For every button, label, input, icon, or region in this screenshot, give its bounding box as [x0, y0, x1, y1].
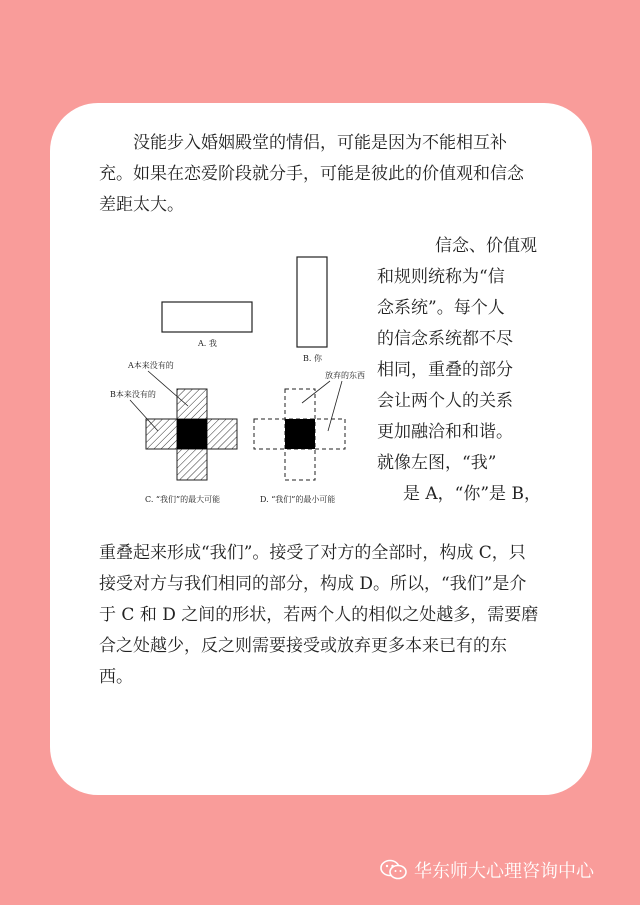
shape-d-overlap — [285, 419, 315, 449]
side-line: 就像左图，“我” — [377, 453, 497, 473]
bottom-paragraph — [99, 538, 559, 693]
annot-a: A本来没有的 — [128, 361, 174, 370]
annot-b: B本来没有的 — [110, 390, 156, 399]
bottom-line: 于 C 和 D 之间的形状，若两个人的相似之处越多，需要磨 — [99, 605, 539, 625]
bottom-line: 西。 — [99, 667, 133, 687]
wechat-icon — [380, 859, 408, 881]
shape-a-rect — [162, 302, 252, 332]
intro-line: 差距太大。 — [99, 195, 184, 215]
bottom-line: 接受对方与我们相同的部分，构成 D。所以，“我们”是介 — [99, 574, 527, 594]
annot-d-pointer-2 — [328, 381, 342, 431]
annot-d-pointer-1 — [302, 381, 330, 403]
side-line: 更加融洽和和谐。 — [377, 422, 513, 442]
side-line: 的信念系统都不尽 — [377, 329, 513, 349]
overlap-diagram — [110, 245, 380, 520]
intro-line: 充。如果在恋爱阶段就分手，可能是彼此的价值观和信念 — [99, 164, 524, 184]
intro-line: 没能步入婚姻殿堂的情侣，可能是因为不能相互补 — [133, 133, 507, 153]
label-d: D. “我们”的最小可能 — [260, 495, 336, 504]
shape-c-overlap — [177, 419, 207, 449]
watermark-text: 华东师大心理咨询中心 — [414, 861, 594, 882]
side-line: 相同，重叠的部分 — [377, 360, 513, 380]
shape-b-rect — [297, 257, 327, 347]
bottom-line: 合之处越少，反之则需要接受或放弃更多本来已有的东 — [99, 636, 507, 656]
side-line: 念系统”。每个人 — [377, 298, 505, 318]
annot-b-pointer — [130, 400, 158, 431]
watermark — [380, 857, 594, 883]
label-b: B. 你 — [303, 354, 322, 363]
intro-paragraph — [99, 128, 549, 221]
annot-d: 放弃的东西 — [325, 371, 365, 380]
side-line: 是 A，“你”是 B， — [403, 484, 541, 504]
side-paragraph — [377, 231, 557, 510]
side-line: 和规则统称为“信 — [377, 267, 505, 287]
label-c: C. “我们”的最大可能 — [145, 495, 221, 504]
label-a: A. 我 — [198, 339, 217, 348]
bottom-line: 重叠起来形成“我们”。接受了对方的全部时，构成 C，只 — [99, 543, 526, 563]
side-line: 信念、价值观 — [435, 236, 537, 256]
side-line: 会让两个人的关系 — [377, 391, 513, 411]
